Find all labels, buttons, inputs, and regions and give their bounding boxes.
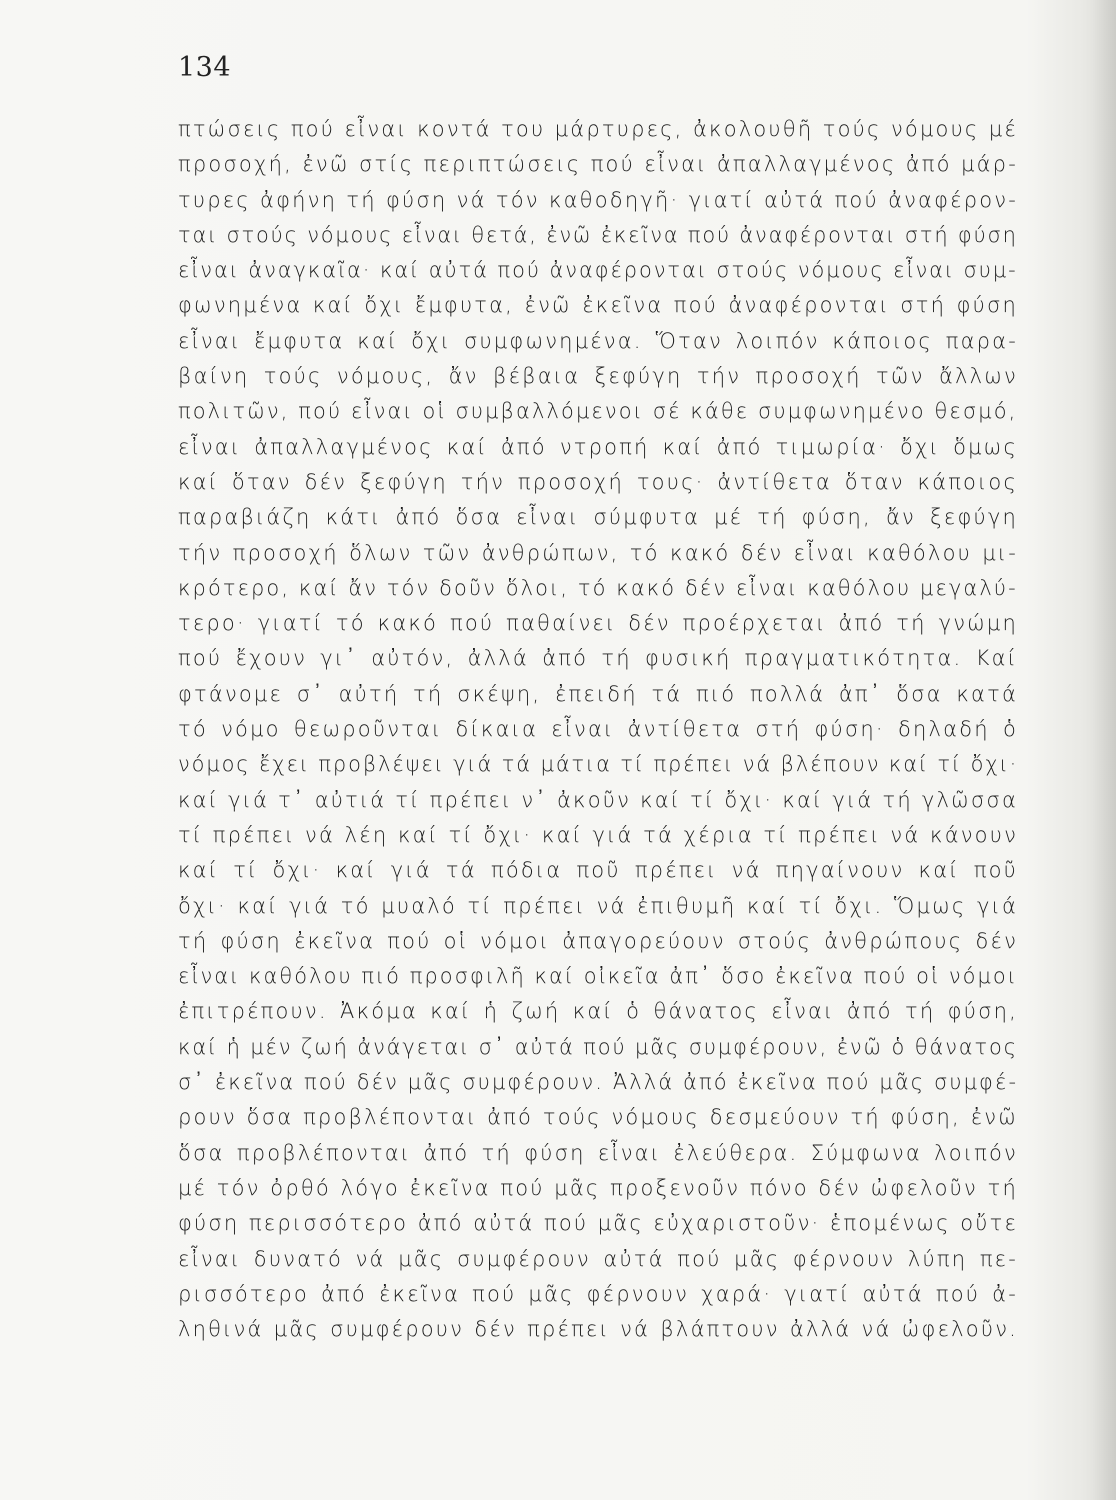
text-line: ρουν ὅσα προβλέπονται ἀπό τούς νόμους δεσμεύουν τή φύση, ἐνῶ — [178, 1105, 1018, 1130]
text-line: εἶναι ἀπαλλαγμένος καί ἀπό ντροπή καί ἀπό τιμωρία· ὄχι ὅμως — [178, 434, 1018, 459]
text-line: τή φύση ἐκεῖνα πού οἱ νόμοι ἀπαγορεύουν στούς ἀνθρώπους δέν — [178, 928, 1018, 953]
text-line: πολιτῶν, πού εἶναι οἱ συμβαλλόμενοι σέ κάθε συμφωνημένο θεσμό, — [178, 399, 1018, 424]
text-line: φτάνομε σ᾿ αὐτή τή σκέψη, ἐπειδή τά πιό πολλά ἀπ᾿ ὅσα κατά — [178, 681, 1018, 706]
text-line: ληθινά μᾶς συμφέρουν δέν πρέπει νά βλάπτουν ἀλλά νά ὠφελοῦν. — [178, 1317, 1018, 1342]
text-line: τερο· γιατί τό κακό πού παθαίνει δέν προέρχεται ἀπό τή γνώμη — [178, 611, 1018, 636]
text-line: τό νόμο θεωροῦνται δίκαια εἶναι ἀντίθετα στή φύση· δηλαδή ὁ — [178, 717, 1018, 742]
text-line: προσοχή, ἐνῶ στίς περιπτώσεις πού εἶναι ἀπαλλαγμένος ἀπό μάρ- — [178, 152, 1018, 177]
text-line: φύση περισσότερο ἀπό αὐτά πού μᾶς εὐχαριστοῦν· ἑπομένως οὔτε — [178, 1211, 1018, 1236]
page-edge-shadow — [1092, 0, 1116, 1500]
body-text — [178, 112, 1018, 1347]
text-line: εἶναι ἔμφυτα καί ὄχι συμφωνημένα. Ὅταν λοιπόν κάποιος παρα- — [178, 328, 1018, 353]
text-line: καί τί ὄχι· καί γιά τά πόδια ποῦ πρέπει νά πηγαίνουν καί ποῦ — [178, 858, 1018, 883]
text-line: ἐπιτρέπουν. Ἀκόμα καί ἡ ζωή καί ὁ θάνατος εἶναι ἀπό τή φύση, — [178, 999, 1018, 1024]
text-line: πού ἔχουν γι᾿ αὐτόν, ἀλλά ἀπό τή φυσική πραγματικότητα. Καί — [178, 646, 1018, 671]
text-line: σ᾿ ἐκεῖνα πού δέν μᾶς συμφέρουν. Ἀλλά ἀπό ἐκεῖνα πού μᾶς συμφέ- — [178, 1070, 1019, 1095]
text-line: εἶναι ἀναγκαῖα· καί αὐτά πού ἀναφέρονται στούς νόμους εἶναι συμ- — [178, 258, 1018, 283]
text-line: ὅσα προβλέπονται ἀπό τή φύση εἶναι ἐλεύθερα. Σύμφωνα λοιπόν — [178, 1140, 1018, 1165]
text-line: βαίνη τούς νόμους, ἄν βέβαια ξεφύγη τήν προσοχή τῶν ἄλλων — [178, 364, 1018, 389]
text-line: καί ὅταν δέν ξεφύγη τήν προσοχή τους· ἀντίθετα ὅταν κάποιος — [178, 469, 1018, 494]
text-line: ρισσότερο ἀπό ἐκεῖνα πού μᾶς φέρνουν χαρά· γιατί αὐτά πού ἀ- — [178, 1281, 1018, 1306]
text-line: παραβιάζη κάτι ἀπό ὅσα εἶναι σύμφυτα μέ τή φύση, ἄν ξεφύγη — [178, 505, 1018, 530]
text-line: καί ἡ μέν ζωή ἀνάγεται σ᾿ αὐτά πού μᾶς συμφέρουν, ἐνῶ ὁ θάνατος — [178, 1034, 1018, 1059]
text-line: μέ τόν ὀρθό λόγο ἐκεῖνα πού μᾶς προξενοῦν πόνο δέν ὠφελοῦν τή — [178, 1175, 1018, 1200]
text-line: εἶναι καθόλου πιό προσφιλῆ καί οἰκεῖα ἀπ᾿ ὅσο ἐκεῖνα πού οἱ νόμοι — [178, 964, 1018, 989]
text-line: τί πρέπει νά λέη καί τί ὄχι· καί γιά τά χέρια τί πρέπει νά κάνουν — [178, 822, 1018, 847]
text-line: ται στούς νόμους εἶναι θετά, ἐνῶ ἐκεῖνα πού ἀναφέρονται στή φύση — [178, 222, 1018, 247]
text-line: καί γιά τ᾿ αὐτιά τί πρέπει ν᾿ ἀκοῦν καί τί ὄχι· καί γιά τή γλῶσσα — [178, 787, 1018, 812]
text-line: φωνημένα καί ὄχι ἔμφυτα, ἐνῶ ἐκεῖνα πού ἀναφέρονται στή φύση — [178, 293, 1018, 318]
page-number: 134 — [178, 52, 232, 83]
text-line: ὄχι· καί γιά τό μυαλό τί πρέπει νά ἐπιθυμῆ καί τί ὄχι. Ὅμως γιά — [178, 893, 1018, 918]
text-line: νόμος ἔχει προβλέψει γιά τά μάτια τί πρέπει νά βλέπουν καί τί ὄχι· — [178, 752, 1019, 777]
text-line: τήν προσοχή ὅλων τῶν ἀνθρώπων, τό κακό δέν εἶναι καθόλου μι- — [178, 540, 1018, 565]
text-line: εἶναι δυνατό νά μᾶς συμφέρουν αὐτά πού μᾶς φέρνουν λύπη πε- — [178, 1246, 1018, 1271]
text-line: κρότερο, καί ἄν τόν δοῦν ὅλοι, τό κακό δέν εἶναι καθόλου μεγαλύ- — [178, 575, 1018, 600]
text-line: τυρες ἀφήνη τή φύση νά τόν καθοδηγῆ· γιατί αὐτά πού ἀναφέρον- — [178, 187, 1018, 212]
text-line: πτώσεις πού εἶναι κοντά του μάρτυρες, ἀκολουθῆ τούς νόμους μέ — [178, 117, 1018, 141]
